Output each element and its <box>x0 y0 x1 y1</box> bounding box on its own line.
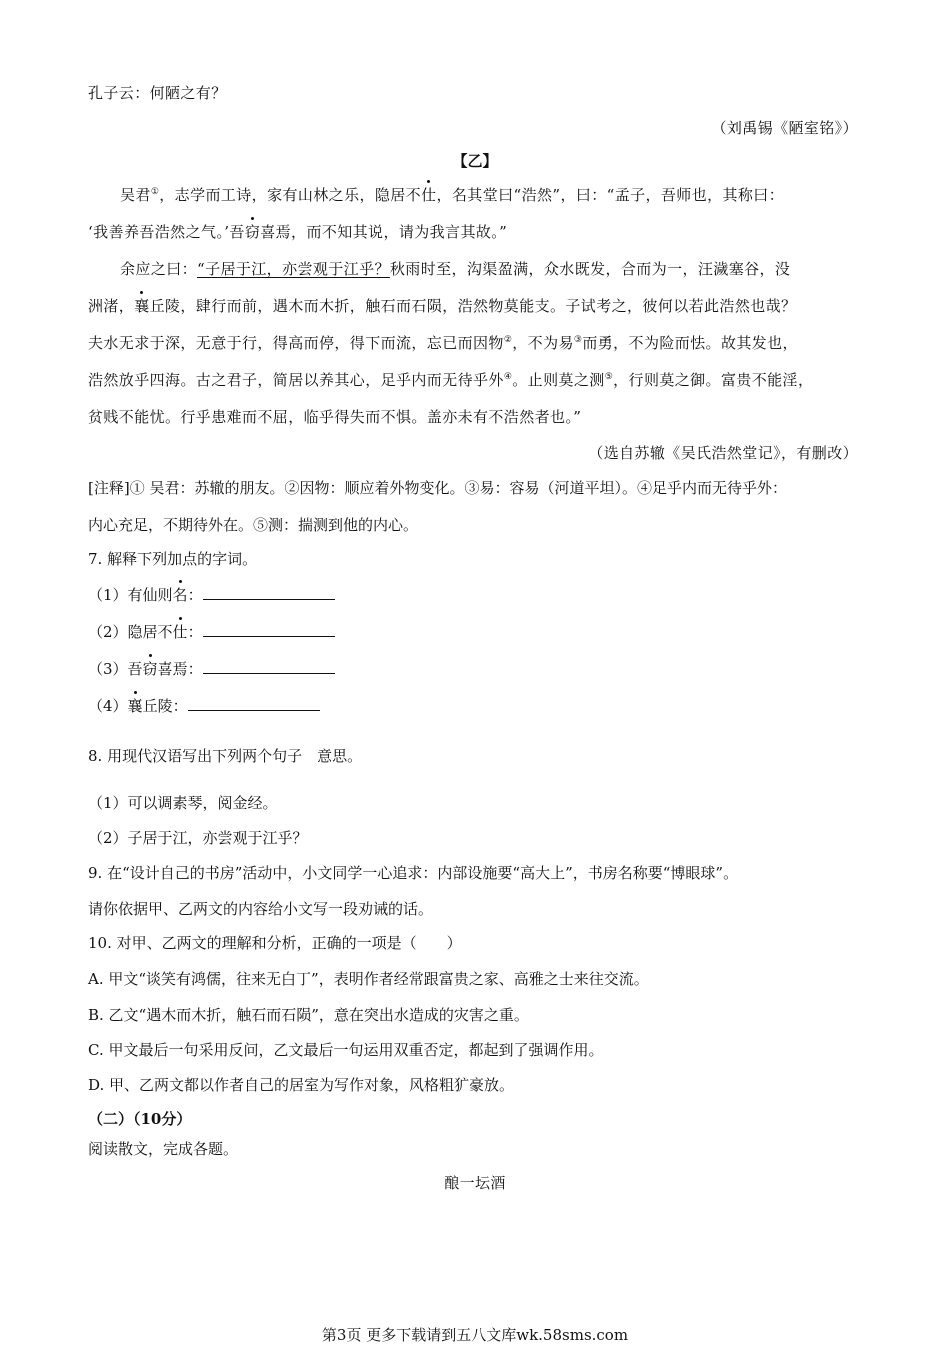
q7-stem: 7. 解释下列加点的字词。 <box>88 550 258 568</box>
essay-title: 酿一坛酒 <box>444 1174 506 1192</box>
answer-blank[interactable] <box>188 696 320 711</box>
answer-blank[interactable] <box>203 622 335 637</box>
underlined-sentence: “子居于江，亦尝观于江乎？ <box>197 260 390 278</box>
yi-p2-line5: 贫贱不能忧。行乎患难而不屈，临乎得失而不惧。盖亦未有不浩然者也。” <box>88 408 582 426</box>
yi-source: （选自苏辙《吴氏浩然堂记》，有删改） <box>588 444 858 462</box>
yi-p1-line1: 吴君①，志学而工诗，家有山林之乐，隐居不仕，名其堂曰“浩然”，曰：“孟子，吾师也，其称曰： <box>120 186 785 204</box>
notes-line2: 内心充足，不期待外在。⑤测：揣测到他的内心。 <box>88 516 419 534</box>
emphasis-dot-char: 襄 <box>127 697 143 715</box>
section2-heading: （二）（10分） <box>88 1110 192 1128</box>
notes-line1: [注释]① 吴君：苏辙的朋友。②因物：顺应着外物变化。③易：容易（河道平坦）。④足乎内而无待乎外： <box>88 479 787 497</box>
answer-blank[interactable] <box>203 585 335 600</box>
q10-stem: 10. 对甲、乙两文的理解和分析，正确的一项是（ ） <box>88 934 462 952</box>
q9-line2: 请你依据甲、乙两文的内容给小文写一段劝诫的话。 <box>88 900 434 918</box>
q7-item-3: （3）吾窃喜焉： <box>88 659 335 679</box>
yi-p2-line3: 夫水无求于深，无意于行，得高而停，得下而流，忘已而因物②，不为易③而勇，不为险而怯。故其发也， <box>88 334 798 352</box>
answer-blank[interactable] <box>203 659 335 674</box>
q10-option-c[interactable]: C. 甲文最后一句采用反问，乙文最后一句运用双重否定，都起到了强调作用。 <box>88 1041 604 1059</box>
jia-last-line: 孔子云：何陋之有？ <box>88 84 227 102</box>
q8-sentence-2: （2）子居于江，亦尝观于江乎？ <box>88 829 308 847</box>
yi-p1-line2: ‘我善养吾浩然之气。’吾窃喜焉，而不知其说，请为我言其故。” <box>88 223 508 241</box>
q8-stem: 8. 用现代汉语写出下列两个句子 意思。 <box>88 747 363 765</box>
q7-item-2: （2）隐居不仕： <box>88 622 335 642</box>
q10-option-b[interactable]: B. 乙文“遇木而木折，触石而石陨”，意在突出水造成的灾害之重。 <box>88 1006 529 1024</box>
jia-source: （刘禹锡《陋室铭》） <box>711 119 858 137</box>
section2-instruction: 阅读散文，完成各题。 <box>88 1140 239 1158</box>
yi-p2-line4: 浩然放乎四海。古之君子，简居以养其心，足乎内而无待乎外④。止则莫之测⑤，行则莫之御。富贵不能淫， <box>88 371 814 389</box>
page-footer: 第3页 更多下载请到五八文库wk.58sms.com <box>321 1326 629 1344</box>
q10-option-a[interactable]: A. 甲文“谈笑有鸿儒，往来无白丁”，表明作者经常跟富贵之家、高雅之士来往交流。 <box>88 970 649 988</box>
emphasis-dot-char: 窃 <box>142 660 158 678</box>
yi-p2-line1: 余应之曰：“子居于江，亦尝观于江乎？秋雨时至，沟渠盈满，众水既发，合而为一，汪濊塞谷，没 <box>120 260 791 278</box>
emphasis-dot-char: 仕 <box>421 186 437 204</box>
emphasis-dot-char: 襄 <box>134 297 150 315</box>
q8-sentence-1: （1）可以调素琴，阅金经。 <box>88 794 278 812</box>
yi-p2-line2: 洲渚，襄丘陵，肆行而前，遇木而木折，触石而石陨，浩然物莫能支。子试考之，彼何以若此浩然也哉？ <box>88 297 797 315</box>
q9-line1: 9. 在“设计自己的书房”活动中，小文同学一心追求：内部设施要“高大上”，书房名称要“博眼球”。 <box>88 864 739 882</box>
emphasis-dot-char: 仕 <box>172 623 188 641</box>
yi-heading: 【乙】 <box>452 152 498 170</box>
emphasis-dot-char: 窃 <box>244 223 261 241</box>
emphasis-dot-char: 名 <box>172 586 188 604</box>
q7-item-4: （4）襄丘陵： <box>88 696 320 716</box>
q7-item-1: （1）有仙则名： <box>88 585 335 605</box>
q10-option-d[interactable]: D. 甲、乙两文都以作者自己的居室为写作对象，风格粗犷豪放。 <box>88 1076 515 1094</box>
